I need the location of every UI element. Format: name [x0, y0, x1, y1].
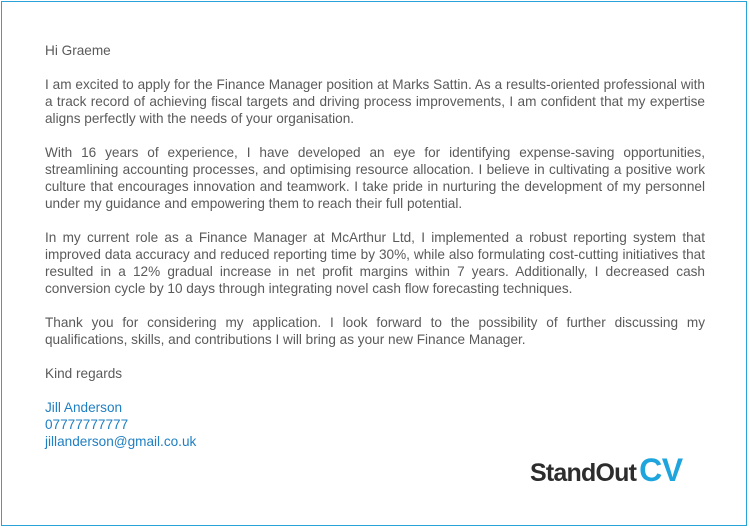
- logo-text-cv: CV: [639, 452, 683, 488]
- standout-cv-logo: [530, 452, 683, 486]
- signature-email: jillanderson@gmail.co.uk: [45, 434, 197, 449]
- paragraph-experience: With 16 years of experience, I have developed an eye for identifying expense-saving opportunities, streamlining accounting processes, and optimising resource allocation. I believe in cultivating a positive work culture that encourages innovation and teamwork. I take pride in nurturing the development of my personnel under my guidance and empowering them to reach their full potential.: [45, 145, 705, 211]
- signature-name: Jill Anderson: [45, 400, 123, 415]
- paragraph-current-role: In my current role as a Finance Manager at McArthur Ltd, I implemented a robust reporting system that improved data accuracy and reduced reporting time by 30%, while also formulating cost-cutting initiatives that resulted in a 12% gradual increase in net profit margins within 7 years. Additionally, I decreased cash conversion cycle by 10 days through integrating novel cash flow forecasting techniques.: [45, 230, 705, 296]
- paragraph-intro: I am excited to apply for the Finance Manager position at Marks Sattin. As a results-oriented professional with a track record of achieving fiscal targets and driving process improvements, I am confident that my expertise aligns perfectly with the needs of your organisation.: [45, 77, 705, 126]
- closing: Kind regards: [45, 366, 123, 381]
- logo-text-standout: StandOut: [530, 459, 637, 487]
- greeting: Hi Graeme: [45, 43, 111, 58]
- cover-letter: [45, 42, 705, 450]
- paragraph-thanks: Thank you for considering my application. I look forward to the possibility of further discussing my qualifications, skills, and contributions I will bring as your new Finance Manager.: [45, 315, 705, 347]
- signature-phone: 07777777777: [45, 417, 129, 432]
